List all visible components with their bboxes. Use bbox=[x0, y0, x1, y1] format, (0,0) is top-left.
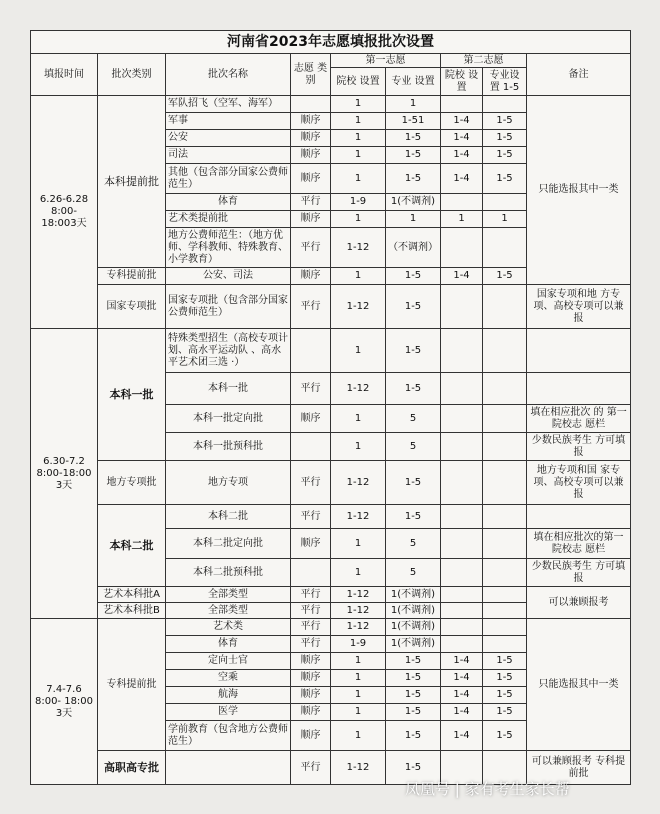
row-mode: 平行 bbox=[291, 636, 331, 653]
row-first-school: 1-12 bbox=[331, 228, 386, 268]
row-name: 特殊类型招生（高校专项计划、高水平运动队 、高水平艺术团三选 ·） bbox=[166, 329, 291, 373]
note-ys: 可以兼顾报考 bbox=[527, 587, 631, 619]
row-first-school: 1-12 bbox=[331, 603, 386, 619]
row-mode: 顺序 bbox=[291, 653, 331, 670]
row-second-school bbox=[441, 285, 483, 329]
row-first-school: 1 bbox=[331, 164, 386, 194]
row-first-school: 1 bbox=[331, 211, 386, 228]
stage1-category-main: 本科提前批 bbox=[98, 96, 166, 268]
row-first-major: 1(不调剂) bbox=[386, 636, 441, 653]
row-second-school: 1-4 bbox=[441, 653, 483, 670]
row-name: 本科二批预科批 bbox=[166, 559, 291, 587]
stage1-category-gj: 国家专项批 bbox=[98, 285, 166, 329]
row-mode: 平行 bbox=[291, 505, 331, 529]
row-name: 空乘 bbox=[166, 670, 291, 687]
row-first-major: 1-5 bbox=[386, 505, 441, 529]
empty-cell bbox=[483, 587, 527, 603]
row-first-school: 1-12 bbox=[331, 285, 386, 329]
header-first-major: 专业 设置 bbox=[386, 68, 441, 96]
row-second-school bbox=[441, 636, 483, 653]
row-first-school: 1-12 bbox=[331, 587, 386, 603]
empty-cell bbox=[527, 505, 631, 529]
stage3-category-gz: 高职高专批 bbox=[98, 751, 166, 785]
row-second-major bbox=[483, 96, 527, 113]
row-second-major: 1-5 bbox=[483, 670, 527, 687]
row-second-school: 1-4 bbox=[441, 130, 483, 147]
row-name: 军事 bbox=[166, 113, 291, 130]
empty-cell bbox=[441, 405, 483, 433]
stage3-time: 7.4-7.6 8:00- 18:00 3天 bbox=[31, 619, 98, 785]
note-only-one: 只能选报其中一类 bbox=[527, 96, 631, 285]
empty-cell bbox=[441, 373, 483, 405]
header-first-school: 院校 设置 bbox=[331, 68, 386, 96]
row-name: 本科一批 bbox=[166, 373, 291, 405]
row-name: 国家专项批（包含部分国家公费师范生） bbox=[166, 285, 291, 329]
row-mode: 平行 bbox=[291, 461, 331, 505]
empty-cell bbox=[441, 603, 483, 619]
row-mode: 顺序 bbox=[291, 268, 331, 285]
stage1-time: 6.26-6.28 8:00- 18:003天 bbox=[31, 96, 98, 329]
row-name: 公安 bbox=[166, 130, 291, 147]
note-dingxiang-2: 填在相应批次的第一院校志 愿栏 bbox=[527, 529, 631, 559]
empty-cell bbox=[441, 461, 483, 505]
row-first-major: 5 bbox=[386, 559, 441, 587]
row-second-school: 1-4 bbox=[441, 670, 483, 687]
row-first-major: 1(不调剂) bbox=[386, 194, 441, 211]
row-name: 全部类型 bbox=[166, 603, 291, 619]
row-first-major: 1-5 bbox=[386, 329, 441, 373]
row-mode: 平行 bbox=[291, 619, 331, 636]
row-second-major: 1-5 bbox=[483, 113, 527, 130]
row-first-major: 1-5 bbox=[386, 751, 441, 785]
row-first-school: 1 bbox=[331, 433, 386, 461]
note-gz: 可以兼顾报考 专科提前批 bbox=[527, 751, 631, 785]
row-name: 本科一批定向批 bbox=[166, 405, 291, 433]
row-name: 公安、司法 bbox=[166, 268, 291, 285]
header-name: 批次名称 bbox=[166, 54, 291, 96]
row-name: 航海 bbox=[166, 687, 291, 704]
row-first-school: 1 bbox=[331, 113, 386, 130]
empty-cell bbox=[441, 433, 483, 461]
header-first: 第一志愿 bbox=[331, 54, 441, 68]
row-second-school bbox=[441, 194, 483, 211]
empty-cell bbox=[483, 529, 527, 559]
row-first-school: 1-9 bbox=[331, 194, 386, 211]
note-yuke-2: 少数民族考生 方可填报 bbox=[527, 559, 631, 587]
row-mode: 平行 bbox=[291, 228, 331, 268]
header-second-school: 院校 设置 bbox=[441, 68, 483, 96]
row-name: 全部类型 bbox=[166, 587, 291, 603]
row-first-school: 1 bbox=[331, 687, 386, 704]
row-first-school: 1 bbox=[331, 147, 386, 164]
note-yuke: 少数民族考生 方可填报 bbox=[527, 433, 631, 461]
row-first-major: 1-5 bbox=[386, 130, 441, 147]
row-first-school: 1 bbox=[331, 96, 386, 113]
row-first-major: 1(不调剂) bbox=[386, 587, 441, 603]
empty-cell bbox=[527, 329, 631, 373]
row-mode bbox=[291, 96, 331, 113]
row-first-major: 1-5 bbox=[386, 164, 441, 194]
row-mode: 顺序 bbox=[291, 211, 331, 228]
row-mode: 顺序 bbox=[291, 113, 331, 130]
row-second-school bbox=[441, 228, 483, 268]
row-first-school: 1-12 bbox=[331, 461, 386, 505]
row-first-school: 1-12 bbox=[331, 619, 386, 636]
row-first-school: 1 bbox=[331, 653, 386, 670]
empty-cell bbox=[483, 329, 527, 373]
row-second-major: 1-5 bbox=[483, 653, 527, 670]
row-mode: 平行 bbox=[291, 603, 331, 619]
empty-cell bbox=[527, 373, 631, 405]
row-second-major bbox=[483, 619, 527, 636]
row-first-school: 1-12 bbox=[331, 505, 386, 529]
row-second-major: 1-5 bbox=[483, 130, 527, 147]
row-mode: 顺序 bbox=[291, 704, 331, 721]
row-first-school: 1 bbox=[331, 130, 386, 147]
batch-settings-table bbox=[30, 30, 631, 785]
row-first-school: 1 bbox=[331, 529, 386, 559]
empty-cell bbox=[483, 505, 527, 529]
row-first-major: 1-5 bbox=[386, 687, 441, 704]
row-mode: 顺序 bbox=[291, 164, 331, 194]
row-name: 地方专项 bbox=[166, 461, 291, 505]
stage3-category-zk: 专科提前批 bbox=[98, 619, 166, 751]
stage2-category-bk1: 本科一批 bbox=[98, 329, 166, 461]
row-first-major: （不调剂） bbox=[386, 228, 441, 268]
row-first-school: 1 bbox=[331, 704, 386, 721]
row-name: 定向士官 bbox=[166, 653, 291, 670]
row-second-major bbox=[483, 636, 527, 653]
row-first-major: 1 bbox=[386, 211, 441, 228]
row-second-school: 1-4 bbox=[441, 704, 483, 721]
row-mode: 顺序 bbox=[291, 405, 331, 433]
row-first-school: 1 bbox=[331, 670, 386, 687]
row-second-school: 1-4 bbox=[441, 721, 483, 751]
row-name bbox=[166, 751, 291, 785]
empty-cell bbox=[441, 559, 483, 587]
row-mode bbox=[291, 329, 331, 373]
row-mode bbox=[291, 559, 331, 587]
row-mode: 平行 bbox=[291, 285, 331, 329]
row-first-major: 1 bbox=[386, 96, 441, 113]
empty-cell bbox=[483, 559, 527, 587]
stage2-category-ysb: 艺术本科批B bbox=[98, 603, 166, 619]
row-name: 司法 bbox=[166, 147, 291, 164]
note-only-one-3: 只能选报其中一类 bbox=[527, 619, 631, 751]
empty-cell bbox=[441, 529, 483, 559]
row-second-major: 1 bbox=[483, 211, 527, 228]
row-second-major: 1-5 bbox=[483, 704, 527, 721]
stage2-category-bk2: 本科二批 bbox=[98, 505, 166, 587]
row-second-major bbox=[483, 285, 527, 329]
header-note: 备注 bbox=[527, 54, 631, 96]
row-second-school: 1-4 bbox=[441, 147, 483, 164]
empty-cell bbox=[483, 433, 527, 461]
row-second-major: 1-5 bbox=[483, 268, 527, 285]
row-first-major: 1-5 bbox=[386, 461, 441, 505]
note-df: 地方专项和国 家专项、高校专项可以兼报 bbox=[527, 461, 631, 505]
stage2-time: 6.30-7.2 8:00-18:00 3天 bbox=[31, 329, 98, 619]
row-second-major bbox=[483, 194, 527, 211]
empty-cell bbox=[441, 587, 483, 603]
empty-cell bbox=[483, 461, 527, 505]
row-second-major: 1-5 bbox=[483, 721, 527, 751]
row-mode: 平行 bbox=[291, 751, 331, 785]
row-name: 体育 bbox=[166, 636, 291, 653]
row-first-school: 1 bbox=[331, 268, 386, 285]
row-first-school: 1 bbox=[331, 405, 386, 433]
empty-cell bbox=[441, 505, 483, 529]
row-second-school: 1-4 bbox=[441, 113, 483, 130]
watermark: 凤凰号 | 家有考生家长帮 bbox=[405, 780, 570, 798]
row-name: 艺术类提前批 bbox=[166, 211, 291, 228]
stage1-category-zk: 专科提前批 bbox=[98, 268, 166, 285]
stage2-category-ysa: 艺术本科批A bbox=[98, 587, 166, 603]
row-name: 学前教育（包含地方公费师范生） bbox=[166, 721, 291, 751]
stage2-category-df: 地方专项批 bbox=[98, 461, 166, 505]
row-first-major: 1-5 bbox=[386, 704, 441, 721]
row-name: 本科二批 bbox=[166, 505, 291, 529]
row-second-school bbox=[441, 619, 483, 636]
row-name: 医学 bbox=[166, 704, 291, 721]
row-second-school: 1 bbox=[441, 211, 483, 228]
row-first-major: 1(不调剂) bbox=[386, 603, 441, 619]
row-first-major: 5 bbox=[386, 405, 441, 433]
header-second: 第二志愿 bbox=[441, 54, 527, 68]
row-second-school: 1-4 bbox=[441, 268, 483, 285]
note-dingxiang: 填在相应批次 的 第一院校志 愿栏 bbox=[527, 405, 631, 433]
row-first-major: 1-5 bbox=[386, 373, 441, 405]
header-category: 批次类别 bbox=[98, 54, 166, 96]
row-mode bbox=[291, 433, 331, 461]
row-name: 军队招飞（空军、海军） bbox=[166, 96, 291, 113]
row-name: 本科一批预科批 bbox=[166, 433, 291, 461]
row-second-school: 1-4 bbox=[441, 164, 483, 194]
row-second-school: 1-4 bbox=[441, 687, 483, 704]
row-first-major: 1-5 bbox=[386, 147, 441, 164]
row-name: 艺术类 bbox=[166, 619, 291, 636]
row-mode: 顺序 bbox=[291, 670, 331, 687]
row-first-school: 1-9 bbox=[331, 636, 386, 653]
row-first-major: 1-5 bbox=[386, 721, 441, 751]
row-mode: 顺序 bbox=[291, 130, 331, 147]
row-second-major bbox=[483, 228, 527, 268]
row-first-major: 1-5 bbox=[386, 653, 441, 670]
row-first-major: 1-5 bbox=[386, 285, 441, 329]
empty-cell bbox=[483, 603, 527, 619]
row-first-school: 1 bbox=[331, 721, 386, 751]
empty-cell bbox=[483, 405, 527, 433]
header-time: 填报时间 bbox=[31, 54, 98, 96]
row-mode: 顺序 bbox=[291, 687, 331, 704]
row-second-major: 1-5 bbox=[483, 687, 527, 704]
row-first-major: 5 bbox=[386, 529, 441, 559]
row-mode: 平行 bbox=[291, 373, 331, 405]
row-name: 其他（包含部分国家公费师范生） bbox=[166, 164, 291, 194]
row-first-major: 1(不调剂) bbox=[386, 619, 441, 636]
row-first-school: 1-12 bbox=[331, 751, 386, 785]
header-second-major: 专业设置 1-5 bbox=[483, 68, 527, 96]
row-name: 地方公费师范生：（地方优师、学科教师、特殊教育、小学教育） bbox=[166, 228, 291, 268]
row-mode: 顺序 bbox=[291, 147, 331, 164]
row-first-school: 1-12 bbox=[331, 373, 386, 405]
row-first-major: 5 bbox=[386, 433, 441, 461]
row-first-school: 1 bbox=[331, 329, 386, 373]
row-second-major: 1-5 bbox=[483, 164, 527, 194]
note-gj: 国家专项和地 方专项、高校专项可以兼报 bbox=[527, 285, 631, 329]
header-mode: 志愿 类别 bbox=[291, 54, 331, 96]
row-second-school bbox=[441, 96, 483, 113]
row-mode: 平行 bbox=[291, 194, 331, 211]
empty-cell bbox=[441, 329, 483, 373]
row-name: 本科二批定向批 bbox=[166, 529, 291, 559]
row-second-major: 1-5 bbox=[483, 147, 527, 164]
empty-cell bbox=[483, 373, 527, 405]
row-mode: 平行 bbox=[291, 587, 331, 603]
row-first-major: 1-51 bbox=[386, 113, 441, 130]
row-mode: 顺序 bbox=[291, 721, 331, 751]
row-name: 体育 bbox=[166, 194, 291, 211]
row-first-major: 1-5 bbox=[386, 268, 441, 285]
table-title: 河南省2023年志愿填报批次设置 bbox=[31, 31, 631, 54]
row-first-school: 1 bbox=[331, 559, 386, 587]
row-mode: 顺序 bbox=[291, 529, 331, 559]
row-first-major: 1-5 bbox=[386, 670, 441, 687]
